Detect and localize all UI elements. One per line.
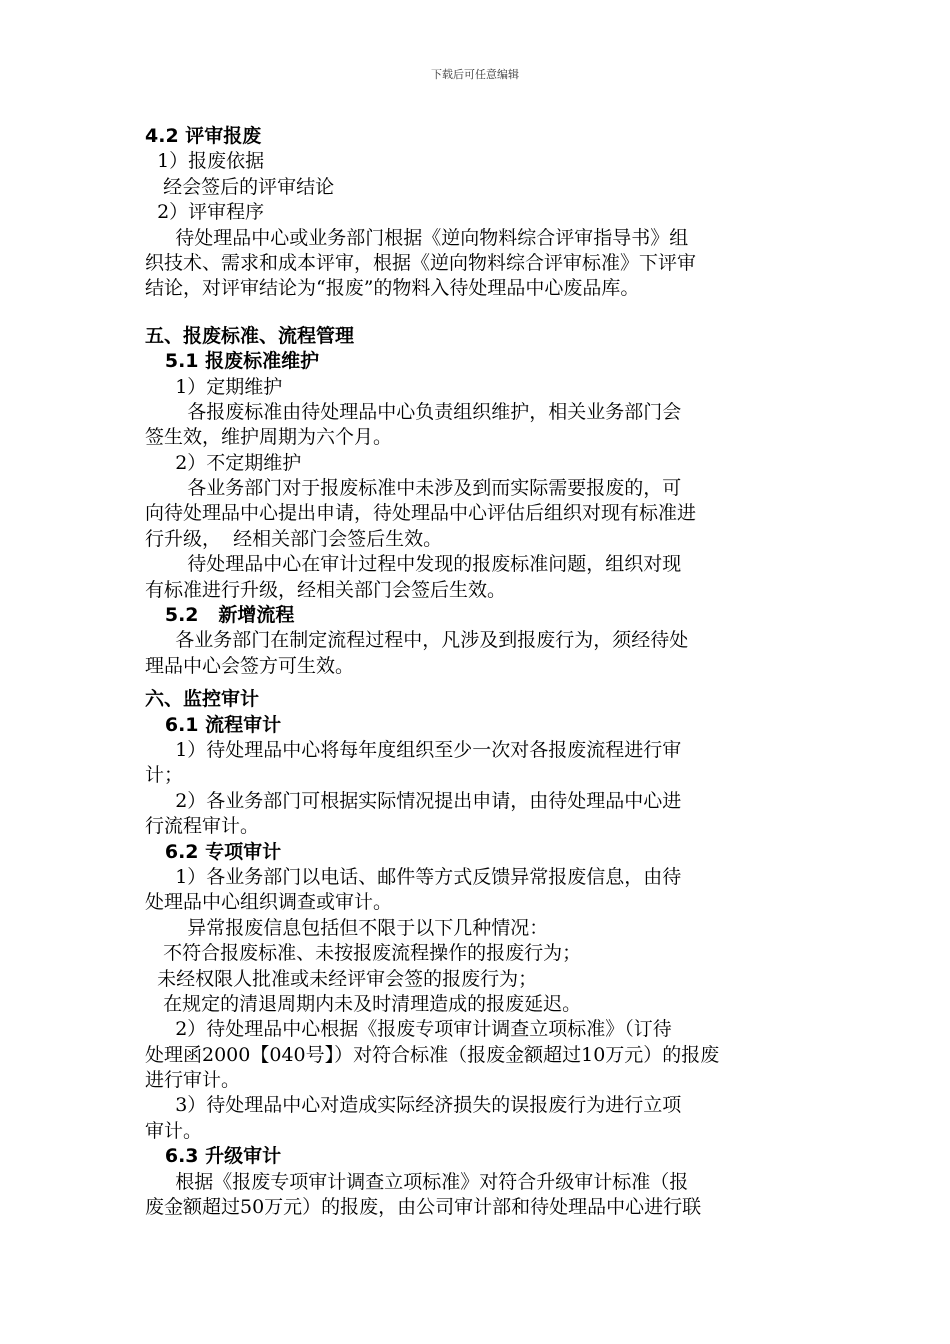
paragraph-line: 结论，对评审结论为“报废”的物料入待处理品中心废品库。 [145,277,640,300]
paragraph-line: 进行审计。 [145,1069,241,1092]
page-header: 下载后可任意编辑 [431,68,519,81]
paragraph-line: 1）各业务部门以电话、邮件等方式反馈异常报废信息，由待 [145,865,682,888]
paragraph-line: 审计。 [145,1119,203,1142]
section-heading: 5.1 报废标准维护 [145,350,320,373]
paragraph-line: 1）报废依据 [145,150,265,173]
paragraph-line: 2）待处理品中心根据《报废专项审计调查立项标准》（订待 [145,1018,672,1041]
paragraph-line: 处理品中心组织调查或审计。 [145,891,393,914]
paragraph-line: 各业务部门对于报废标准中未涉及到而实际需要报废的，可 [145,477,682,500]
paragraph-line: 2）各业务部门可根据实际情况提出申请，由待处理品中心进 [145,789,682,812]
paragraph-line: 2）不定期维护 [145,451,302,474]
paragraph-line: 1）定期维护 [145,375,283,398]
chapter-heading: 五、报废标准、流程管理 [145,324,355,347]
paragraph-line: 3）待处理品中心对造成实际经济损失的误报废行为进行立项 [145,1094,682,1117]
list-item: 在规定的清退周期内未及时清理造成的报废延迟。 [145,992,582,1015]
section-heading: 6.3 升级审计 [145,1145,282,1168]
list-item: 未经权限人批准或未经评审会签的报废行为； [145,967,538,990]
list-item: 不符合报废标准、未按报废流程操作的报废行为； [145,942,582,965]
paragraph-line: 向待处理品中心提出申请，待处理品中心评估后组织对现有标准进 [145,502,697,525]
paragraph-line: 1）待处理品中心将每年度组织至少一次对各报废流程进行审 [145,738,682,761]
paragraph-line: 根据《报废专项审计调查立项标准》对符合升级审计标准（报 [145,1170,689,1193]
chapter-heading: 六、监控审计 [145,688,260,711]
section-heading: 5.2 新增流程 [145,604,295,627]
paragraph-line: 理品中心会签方可生效。 [145,654,355,677]
document-body [145,124,805,1220]
section-heading: 6.2 专项审计 [145,840,282,863]
paragraph-line: 异常报废信息包括但不限于以下几种情况： [145,916,549,939]
paragraph-line: 行升级， 经相关部门会签后生效。 [145,527,443,550]
paragraph-line: 废金额超过50万元）的报废，由公司审计部和待处理品中心进行联 [145,1196,702,1219]
paragraph-line: 2）评审程序 [145,201,265,224]
paragraph-line: 各业务部门在制定流程过程中，凡涉及到报废行为，须经待处 [145,629,689,652]
paragraph-line: 各报废标准由待处理品中心负责组织维护，相关业务部门会 [145,400,682,423]
paragraph-line: 处理函2000【040号】）对符合标准（报废金额超过10万元）的报废 [145,1043,720,1066]
paragraph-line: 待处理品中心或业务部门根据《逆向物料综合评审指导书》组 [145,226,689,249]
paragraph-line: 待处理品中心在审计过程中发现的报废标准问题，组织对现 [145,553,682,576]
paragraph-line: 计； [145,764,184,787]
section-heading: 4.2 评审报废 [145,125,262,147]
paragraph-line: 行流程审计。 [145,815,260,838]
paragraph-line: 织技术、需求和成本评审，根据《逆向物料综合评审标准》下评审 [145,251,697,274]
section-heading: 6.1 流程审计 [145,713,282,736]
paragraph-line: 有标准进行升级，经相关部门会签后生效。 [145,578,507,601]
paragraph-line: 经会签后的评审结论 [145,175,335,198]
paragraph-line: 签生效，维护周期为六个月。 [145,426,393,449]
